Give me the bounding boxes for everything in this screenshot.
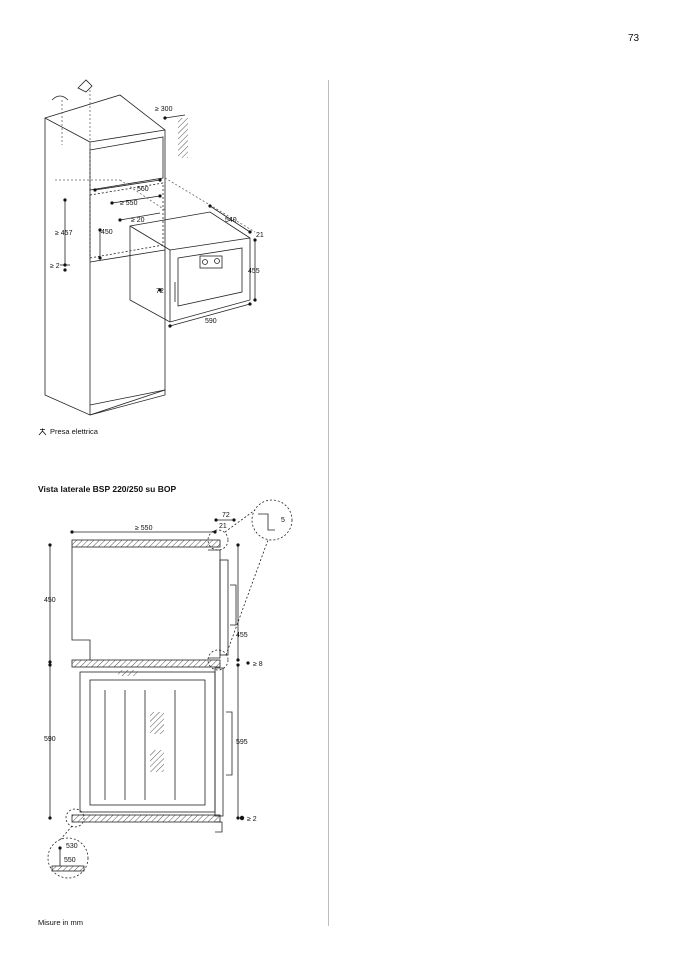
dim-590: 590: [205, 318, 217, 325]
page-number: 73: [628, 33, 640, 44]
side-dim-455: 455: [236, 632, 248, 639]
side-dim-72: 72: [222, 512, 230, 519]
dim-560: 560: [137, 186, 149, 193]
dim-455: 455: [248, 268, 260, 275]
side-dim-550b: 550: [64, 857, 76, 864]
dim-300: ≥ 300: [155, 106, 173, 113]
dim-457: ≥ 457: [55, 230, 73, 237]
side-dim-5: 5: [281, 517, 285, 524]
dim-540: 540: [225, 217, 237, 224]
dim-450: 450: [101, 229, 113, 236]
legend-text: Presa elettrica: [50, 427, 98, 436]
dim-20: ≥ 20: [131, 217, 145, 224]
side-dim-530: 530: [66, 843, 78, 850]
side-view-title: Vista laterale BSP 220/250 su BOP: [38, 484, 177, 494]
side-dim-595: 595: [236, 739, 248, 746]
side-dim-8: ≥ 8: [253, 661, 263, 668]
side-dim-550: ≥ 550: [135, 525, 153, 532]
footnote: Misure in mm: [38, 918, 84, 927]
side-dim-2: ≥ 2: [247, 816, 257, 823]
dim-72: 72: [156, 288, 164, 295]
side-dim-590: 590: [44, 736, 56, 743]
dim-2: ≥ 2: [50, 263, 60, 270]
dim-21: 21: [256, 232, 264, 239]
dim-550: ≥ 550: [120, 200, 138, 207]
side-dim-450: 450: [44, 597, 56, 604]
side-dim-21: 21: [219, 523, 227, 530]
